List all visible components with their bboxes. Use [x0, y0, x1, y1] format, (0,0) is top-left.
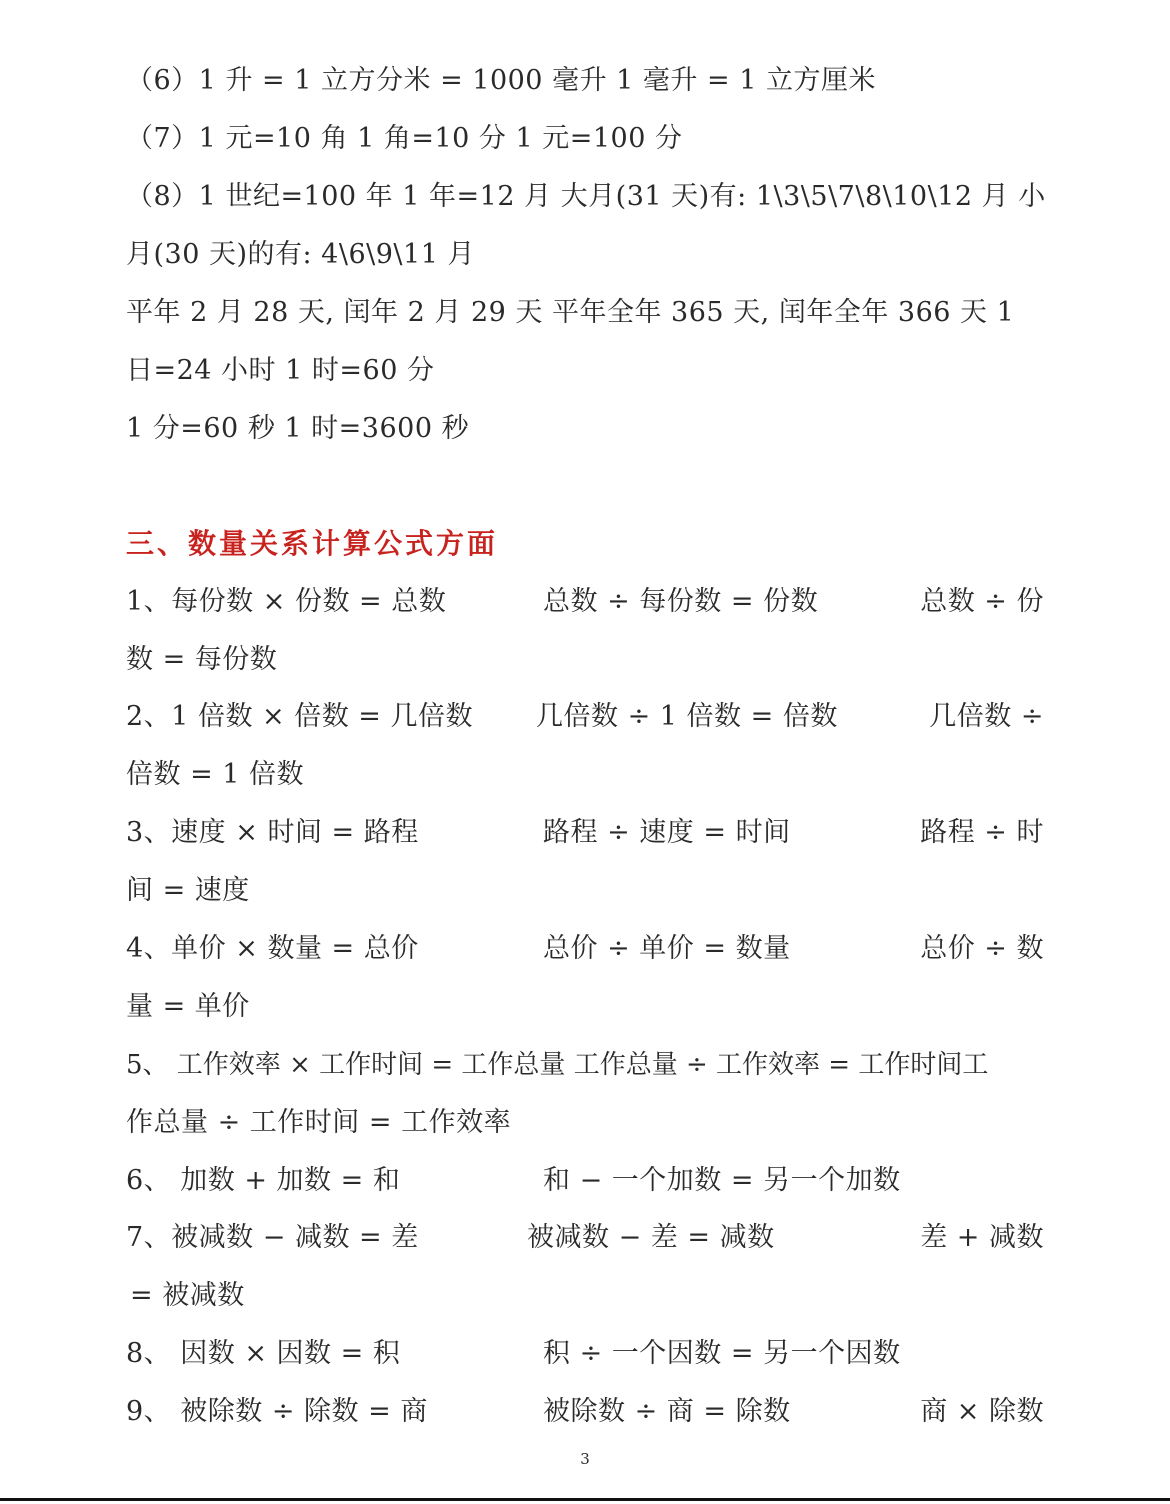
formula-2-part-a: 2、1 倍数 × 倍数 = 几倍数 — [126, 701, 474, 732]
unit-line-7: （7）1 元=10 角 1 角=10 分 1 元=100 分 — [126, 123, 683, 154]
formula-3-part-a: 3、速度 × 时间 = 路程 — [126, 817, 419, 848]
formula-3-part-b: 路程 ÷ 速度 = 时间 — [543, 817, 791, 848]
formula-1-part-b: 总数 ÷ 每份数 = 份数 — [543, 586, 819, 617]
formula-6-part-a: 6、 加数 + 加数 = 和 — [126, 1165, 401, 1196]
formula-2-part-c: 几倍数 ÷ — [929, 701, 1044, 732]
formula-7-part-a: 7、被减数 − 减数 = 差 — [126, 1222, 419, 1253]
section-heading: 三、数量关系计算公式方面 — [126, 527, 499, 560]
formula-4-part-a: 4、单价 × 数量 = 总价 — [126, 933, 419, 964]
formula-8-part-b: 积 ÷ 一个因数 = 另一个因数 — [543, 1338, 901, 1369]
formula-9-part-b: 被除数 ÷ 商 = 除数 — [543, 1396, 791, 1427]
formula-1-part-a: 1、每份数 × 份数 = 总数 — [126, 586, 447, 617]
formula-1-part-d: 数 = 每份数 — [126, 644, 278, 675]
formula-6-part-b: 和 − 一个加数 = 另一个加数 — [543, 1165, 901, 1196]
bottom-border — [0, 1498, 1170, 1501]
formula-7-part-b: 被减数 − 差 = 减数 — [527, 1222, 775, 1253]
formula-4-part-c: 总价 ÷ 数 — [920, 933, 1044, 964]
page-number: 3 — [580, 1450, 590, 1468]
formula-1-part-c: 总数 ÷ 份 — [920, 586, 1044, 617]
unit-line-8a: （8）1 世纪=100 年 1 年=12 月 大月(31 天)有: 1\3\5\7\8\10\12 月 小 — [126, 181, 1046, 212]
formula-8-part-a: 8、 因数 × 因数 = 积 — [126, 1338, 401, 1369]
unit-line-10: 1 分=60 秒 1 时=3600 秒 — [126, 413, 470, 444]
formula-2-part-d: 倍数 = 1 倍数 — [126, 759, 305, 790]
formula-4-part-d: 量 = 单价 — [126, 991, 250, 1022]
formula-2-part-b: 几倍数 ÷ 1 倍数 = 倍数 — [536, 701, 838, 732]
unit-line-6: （6）1 升 = 1 立方分米 = 1000 毫升 1 毫升 = 1 立方厘米 — [126, 65, 876, 96]
formula-3-part-c: 路程 ÷ 时 — [920, 817, 1044, 848]
formula-3-part-d: 间 = 速度 — [126, 875, 250, 906]
unit-line-9a: 平年 2 月 28 天, 闰年 2 月 29 天 平年全年 365 天, 闰年全年 366 天 1 — [126, 297, 1015, 328]
formula-7-part-d: = 被减数 — [130, 1280, 245, 1311]
formula-5-part-a: 5、 工作效率 × 工作时间 = 工作总量 工作总量 ÷ 工作效率 = 工作时间工 — [126, 1050, 989, 1080]
unit-line-9b: 日=24 小时 1 时=60 分 — [126, 355, 435, 386]
formula-9-part-c: 商 × 除数 — [920, 1396, 1044, 1427]
formula-7-part-c: 差 + 减数 — [920, 1222, 1044, 1253]
unit-line-8b: 月(30 天)的有: 4\6\9\11 月 — [126, 239, 475, 270]
formula-5-part-d: 作总量 ÷ 工作时间 = 工作效率 — [126, 1107, 512, 1138]
formula-4-part-b: 总价 ÷ 单价 = 数量 — [543, 933, 791, 964]
formula-9-part-a: 9、 被除数 ÷ 除数 = 商 — [126, 1396, 428, 1427]
